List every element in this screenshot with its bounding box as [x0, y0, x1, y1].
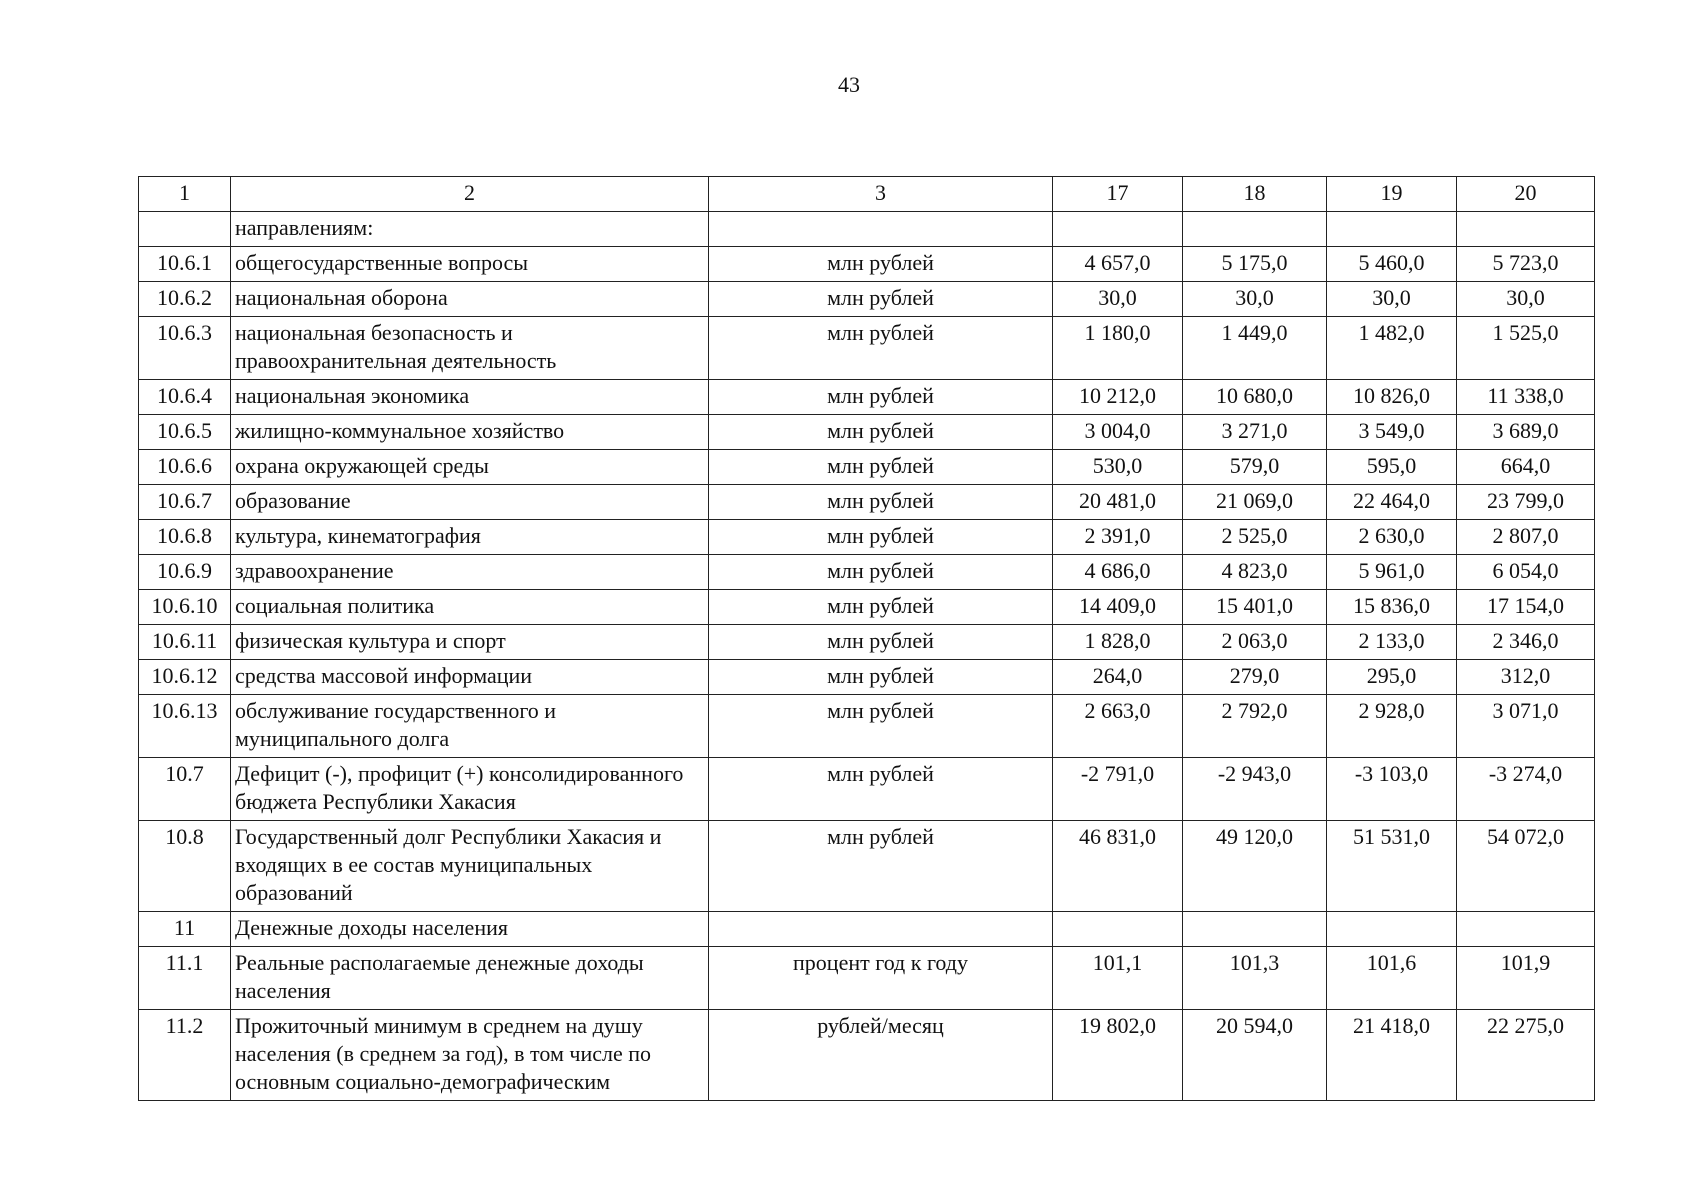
indicator-name-cell: общегосударственные вопросы: [231, 247, 709, 282]
table-row: [139, 282, 1595, 317]
unit-cell: млн рублей: [709, 821, 1053, 912]
table-row: [139, 212, 1595, 247]
page-number: 43: [838, 72, 860, 97]
value-cell: [1183, 212, 1327, 247]
table-row: [139, 450, 1595, 485]
value-cell: 1 180,0: [1053, 317, 1183, 380]
value-cell: [1053, 912, 1183, 947]
value-cell: 49 120,0: [1183, 821, 1327, 912]
indicator-name-cell: Реальные располагаемые денежные доходы населения: [231, 947, 709, 1010]
value-cell: 3 004,0: [1053, 415, 1183, 450]
value-cell: 595,0: [1327, 450, 1457, 485]
value-cell: [1457, 212, 1595, 247]
value-cell: 46 831,0: [1053, 821, 1183, 912]
unit-cell: млн рублей: [709, 317, 1053, 380]
unit-cell: млн рублей: [709, 625, 1053, 660]
value-cell: 579,0: [1183, 450, 1327, 485]
value-cell: 2 525,0: [1183, 520, 1327, 555]
table-row: [139, 485, 1595, 520]
row-number-cell: 10.6.11: [139, 625, 231, 660]
value-cell: 21 069,0: [1183, 485, 1327, 520]
value-cell: 3 271,0: [1183, 415, 1327, 450]
table-row: [139, 912, 1595, 947]
value-cell: 2 133,0: [1327, 625, 1457, 660]
indicator-name-cell: Государственный долг Республики Хакасия и входящих в ее состав муниципальных образований: [231, 821, 709, 912]
row-number-cell: 10.6.4: [139, 380, 231, 415]
value-cell: 22 275,0: [1457, 1010, 1595, 1101]
value-cell: 30,0: [1183, 282, 1327, 317]
value-cell: 664,0: [1457, 450, 1595, 485]
value-cell: 4 686,0: [1053, 555, 1183, 590]
table-row: [139, 1010, 1595, 1101]
unit-cell: млн рублей: [709, 247, 1053, 282]
value-cell: 21 418,0: [1327, 1010, 1457, 1101]
value-cell: -3 274,0: [1457, 758, 1595, 821]
table-row: [139, 247, 1595, 282]
row-number-cell: 10.6.3: [139, 317, 231, 380]
unit-cell: процент год к году: [709, 947, 1053, 1010]
value-cell: 312,0: [1457, 660, 1595, 695]
value-cell: 101,6: [1327, 947, 1457, 1010]
indicator-name-cell: обслуживание государственного и муниципального долга: [231, 695, 709, 758]
indicator-name-cell: культура, кинематография: [231, 520, 709, 555]
value-cell: 1 449,0: [1183, 317, 1327, 380]
value-cell: 2 663,0: [1053, 695, 1183, 758]
unit-cell: млн рублей: [709, 485, 1053, 520]
value-cell: 11 338,0: [1457, 380, 1595, 415]
unit-cell: млн рублей: [709, 590, 1053, 625]
value-cell: 2 807,0: [1457, 520, 1595, 555]
table-row: [139, 660, 1595, 695]
header-row: [139, 177, 1595, 212]
value-cell: 14 409,0: [1053, 590, 1183, 625]
indicators-table: [138, 176, 1595, 1101]
unit-cell: млн рублей: [709, 555, 1053, 590]
value-cell: -3 103,0: [1327, 758, 1457, 821]
row-number-cell: 10.6.2: [139, 282, 231, 317]
value-cell: 295,0: [1327, 660, 1457, 695]
unit-cell: млн рублей: [709, 660, 1053, 695]
unit-cell: млн рублей: [709, 695, 1053, 758]
row-number-cell: 10.6.5: [139, 415, 231, 450]
value-cell: 30,0: [1053, 282, 1183, 317]
value-cell: 2 346,0: [1457, 625, 1595, 660]
indicator-name-cell: средства массовой информации: [231, 660, 709, 695]
table-row: [139, 415, 1595, 450]
indicator-name-cell: физическая культура и спорт: [231, 625, 709, 660]
table-row: [139, 555, 1595, 590]
row-number-cell: 10.7: [139, 758, 231, 821]
value-cell: 5 175,0: [1183, 247, 1327, 282]
value-cell: [1327, 212, 1457, 247]
value-cell: 51 531,0: [1327, 821, 1457, 912]
value-cell: 30,0: [1327, 282, 1457, 317]
value-cell: 4 657,0: [1053, 247, 1183, 282]
header-cell: 17: [1053, 177, 1183, 212]
table-row: [139, 520, 1595, 555]
table-row: [139, 821, 1595, 912]
value-cell: 10 680,0: [1183, 380, 1327, 415]
value-cell: -2 943,0: [1183, 758, 1327, 821]
value-cell: 15 836,0: [1327, 590, 1457, 625]
indicator-name-cell: образование: [231, 485, 709, 520]
value-cell: 30,0: [1457, 282, 1595, 317]
value-cell: 2 928,0: [1327, 695, 1457, 758]
header-cell: 19: [1327, 177, 1457, 212]
header-cell: 2: [231, 177, 709, 212]
value-cell: 10 826,0: [1327, 380, 1457, 415]
value-cell: 2 792,0: [1183, 695, 1327, 758]
value-cell: 101,9: [1457, 947, 1595, 1010]
value-cell: 15 401,0: [1183, 590, 1327, 625]
value-cell: [1053, 212, 1183, 247]
unit-cell: [709, 212, 1053, 247]
row-number-cell: 10.6.6: [139, 450, 231, 485]
indicator-name-cell: социальная политика: [231, 590, 709, 625]
value-cell: 101,3: [1183, 947, 1327, 1010]
value-cell: 22 464,0: [1327, 485, 1457, 520]
value-cell: 530,0: [1053, 450, 1183, 485]
unit-cell: млн рублей: [709, 282, 1053, 317]
value-cell: 17 154,0: [1457, 590, 1595, 625]
value-cell: 1 482,0: [1327, 317, 1457, 380]
table-body: [139, 177, 1595, 1101]
row-number-cell: 10.6.1: [139, 247, 231, 282]
value-cell: [1183, 912, 1327, 947]
value-cell: 264,0: [1053, 660, 1183, 695]
value-cell: 1 525,0: [1457, 317, 1595, 380]
value-cell: 4 823,0: [1183, 555, 1327, 590]
value-cell: [1457, 912, 1595, 947]
value-cell: 279,0: [1183, 660, 1327, 695]
header-cell: 18: [1183, 177, 1327, 212]
row-number-cell: 10.6.13: [139, 695, 231, 758]
value-cell: 10 212,0: [1053, 380, 1183, 415]
row-number-cell: 11: [139, 912, 231, 947]
row-number-cell: 10.6.9: [139, 555, 231, 590]
table-row: [139, 947, 1595, 1010]
row-number-cell: [139, 212, 231, 247]
value-cell: 54 072,0: [1457, 821, 1595, 912]
value-cell: 2 063,0: [1183, 625, 1327, 660]
indicator-name-cell: национальная оборона: [231, 282, 709, 317]
indicator-name-cell: Прожиточный минимум в среднем на душу населения (в среднем за год), в том числе по основным социально-демографическим: [231, 1010, 709, 1101]
indicator-name-cell: жилищно-коммунальное хозяйство: [231, 415, 709, 450]
value-cell: 1 828,0: [1053, 625, 1183, 660]
indicator-name-cell: здравоохранение: [231, 555, 709, 590]
indicator-name-cell: Дефицит (-), профицит (+) консолидированного бюджета Республики Хакасия: [231, 758, 709, 821]
unit-cell: [709, 912, 1053, 947]
row-number-cell: 11.2: [139, 1010, 231, 1101]
table-row: [139, 590, 1595, 625]
row-number-cell: 10.6.8: [139, 520, 231, 555]
value-cell: 20 594,0: [1183, 1010, 1327, 1101]
unit-cell: рублей/месяц: [709, 1010, 1053, 1101]
value-cell: -2 791,0: [1053, 758, 1183, 821]
table-row: [139, 758, 1595, 821]
row-number-cell: 10.6.12: [139, 660, 231, 695]
table-row: [139, 625, 1595, 660]
value-cell: 3 549,0: [1327, 415, 1457, 450]
indicator-name-cell: охрана окружающей среды: [231, 450, 709, 485]
row-number-cell: 10.6.10: [139, 590, 231, 625]
value-cell: 5 961,0: [1327, 555, 1457, 590]
unit-cell: млн рублей: [709, 758, 1053, 821]
indicator-name-cell: национальная безопасность и правоохранительная деятельность: [231, 317, 709, 380]
row-number-cell: 11.1: [139, 947, 231, 1010]
unit-cell: млн рублей: [709, 520, 1053, 555]
value-cell: 101,1: [1053, 947, 1183, 1010]
indicator-name-cell: национальная экономика: [231, 380, 709, 415]
value-cell: 5 723,0: [1457, 247, 1595, 282]
value-cell: 20 481,0: [1053, 485, 1183, 520]
value-cell: 3 689,0: [1457, 415, 1595, 450]
value-cell: 23 799,0: [1457, 485, 1595, 520]
row-number-cell: 10.6.7: [139, 485, 231, 520]
value-cell: 2 391,0: [1053, 520, 1183, 555]
value-cell: 19 802,0: [1053, 1010, 1183, 1101]
unit-cell: млн рублей: [709, 380, 1053, 415]
value-cell: 2 630,0: [1327, 520, 1457, 555]
value-cell: [1327, 912, 1457, 947]
value-cell: 3 071,0: [1457, 695, 1595, 758]
table-row: [139, 380, 1595, 415]
header-cell: 20: [1457, 177, 1595, 212]
unit-cell: млн рублей: [709, 450, 1053, 485]
indicator-name-cell: направлениям:: [231, 212, 709, 247]
header-cell: 1: [139, 177, 231, 212]
table-row: [139, 695, 1595, 758]
value-cell: 5 460,0: [1327, 247, 1457, 282]
value-cell: 6 054,0: [1457, 555, 1595, 590]
table-row: [139, 317, 1595, 380]
header-cell: 3: [709, 177, 1053, 212]
row-number-cell: 10.8: [139, 821, 231, 912]
unit-cell: млн рублей: [709, 415, 1053, 450]
indicator-name-cell: Денежные доходы населения: [231, 912, 709, 947]
